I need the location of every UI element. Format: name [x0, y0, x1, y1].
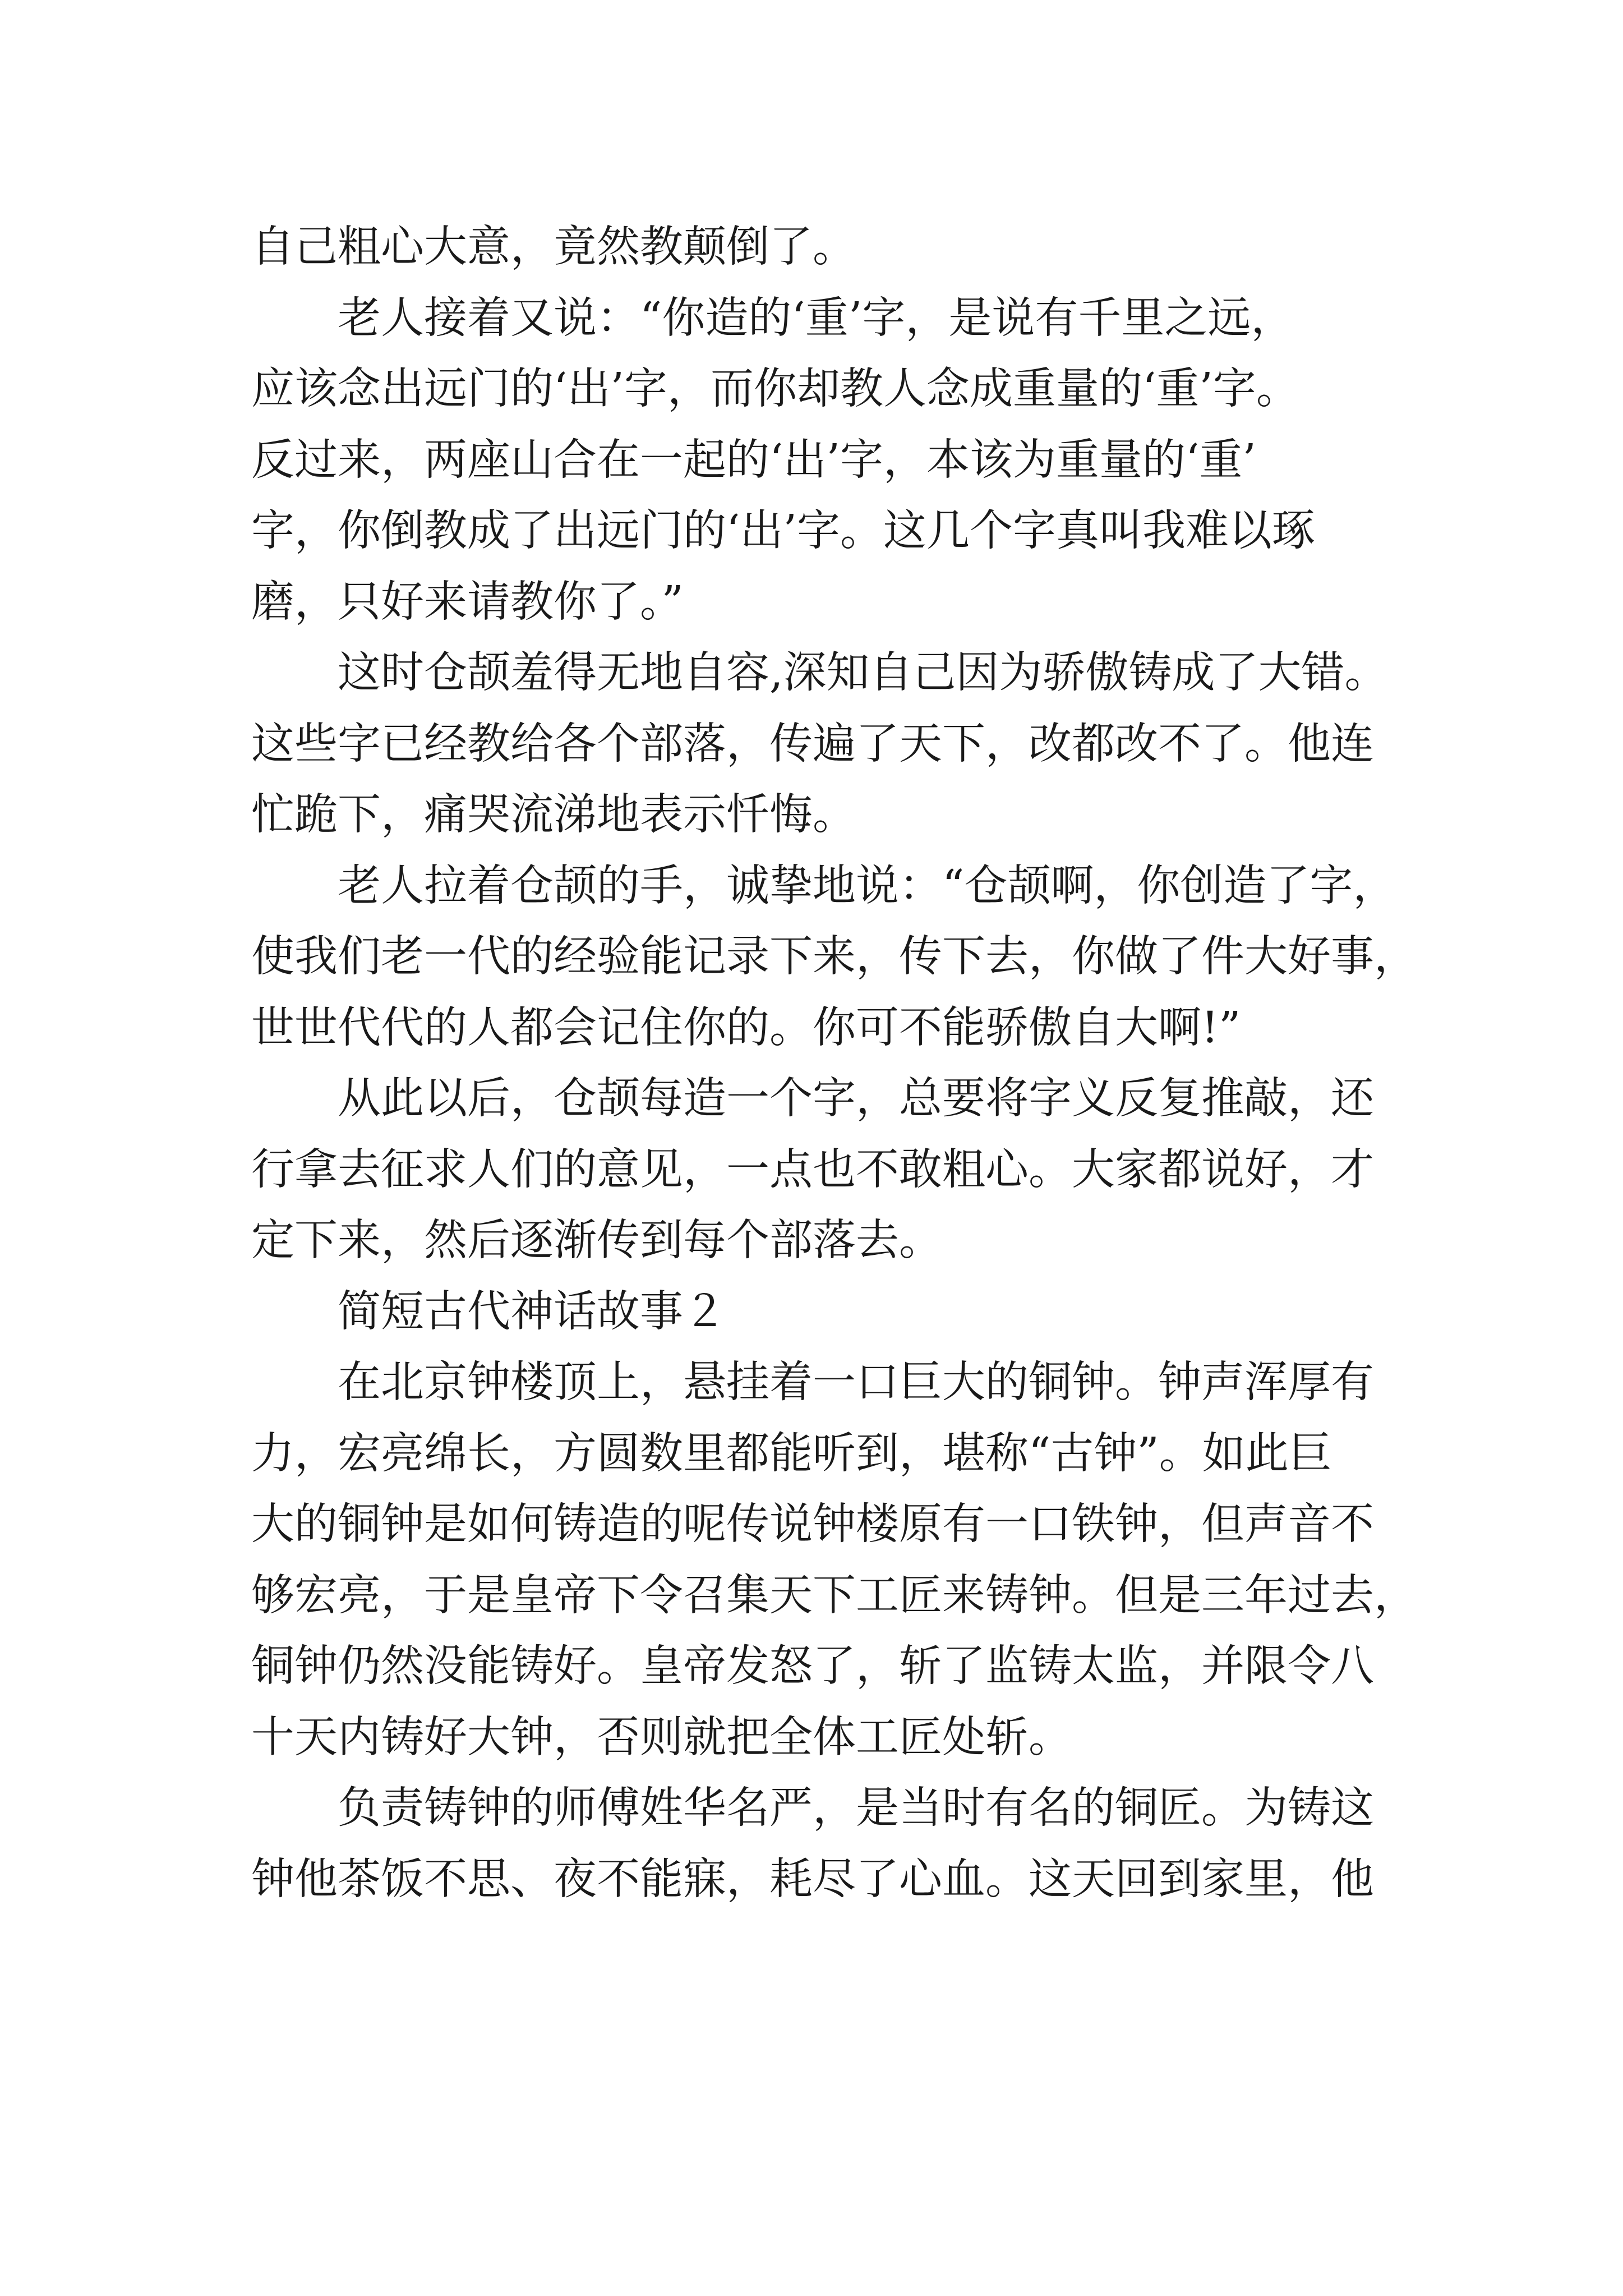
text-line: 够宏亮，于是皇帝下令召集天下工匠来铸钟。但是三年过去，: [251, 1570, 1417, 1621]
text-line: 在北京钟楼顶上，悬挂着一口巨大的铜钟。钟声浑厚有: [338, 1358, 1374, 1407]
paragraph: [251, 1347, 1417, 1773]
text-line: 使我们老一代的经验能记录下来，传下去，你做了件大好事，: [251, 932, 1417, 982]
text-line: 十天内铸好大钟，否则就把全体工匠处斩。: [251, 1712, 1072, 1763]
text-line: 自己粗心大意，竟然教颠倒了。: [251, 222, 856, 272]
text-line: 行拿去征求人们的意见，一点也不敢粗心。大家都说好，才: [251, 1144, 1374, 1195]
text-line: 从此以后，仓颉每造一个字，总要将字义反复推敲，还: [338, 1074, 1374, 1124]
text-line: 这时仓颉羞得无地自容,深知自己因为骄傲铸成了大错。: [338, 648, 1388, 698]
text-line: 钟他茶饭不思、夜不能寐，耗尽了心血。这天回到家里，他: [251, 1854, 1374, 1904]
text-line: 负责铸钟的师傅姓华名严，是当时有名的铜匠。为铸这: [338, 1783, 1374, 1833]
section-heading: 简短古代神话故事２: [338, 1286, 726, 1337]
paragraph: [251, 1773, 1395, 1915]
paragraph: [251, 638, 1395, 851]
text-line: 字，你倒教成了出远门的‘出’字。这几个字真叫我难以琢: [251, 506, 1315, 556]
text-line: 大的铜钟是如何铸造的呢传说钟楼原有一口铁钟，但声音不: [251, 1499, 1374, 1549]
text-line: 铜钟仍然没能铸好。皇帝发怒了，斩了监铸太监，并限令八: [251, 1641, 1374, 1691]
text-line: 应该念出远门的‘出’字，而你却教人念成重量的‘重’字。: [251, 364, 1299, 414]
text-line: 老人拉着仓颉的手，诚挚地说：“仓颉啊，你创造了字，: [338, 861, 1396, 911]
text-line: 反过来，两座山合在一起的‘出’字，本该为重量的‘重’: [251, 435, 1256, 485]
paragraph: [251, 851, 1417, 1064]
text-line: 忙跪下，痛哭流涕地表示忏悔。: [251, 790, 856, 840]
document-body: [251, 212, 1417, 1915]
paragraph: [251, 283, 1395, 638]
text-line: 这些字已经教给各个部落，传遍了天下，改都改不了。他连: [251, 719, 1374, 769]
text-line: 磨，只好来请教你了。”: [251, 577, 684, 627]
text-line: 定下来，然后逐渐传到每个部落去。: [251, 1216, 942, 1266]
paragraph: [251, 1064, 1395, 1277]
text-line: 世世代代的人都会记住你的。你可不能骄傲自大啊!”: [251, 1002, 1241, 1053]
text-line: 老人接着又说：“你造的‘重’字，是说有千里之远，: [338, 293, 1294, 343]
text-line: 力，宏亮绵长，方圆数里都能听到，堪称“古钟”。如此巨: [251, 1428, 1332, 1479]
paragraph: [251, 212, 1395, 283]
